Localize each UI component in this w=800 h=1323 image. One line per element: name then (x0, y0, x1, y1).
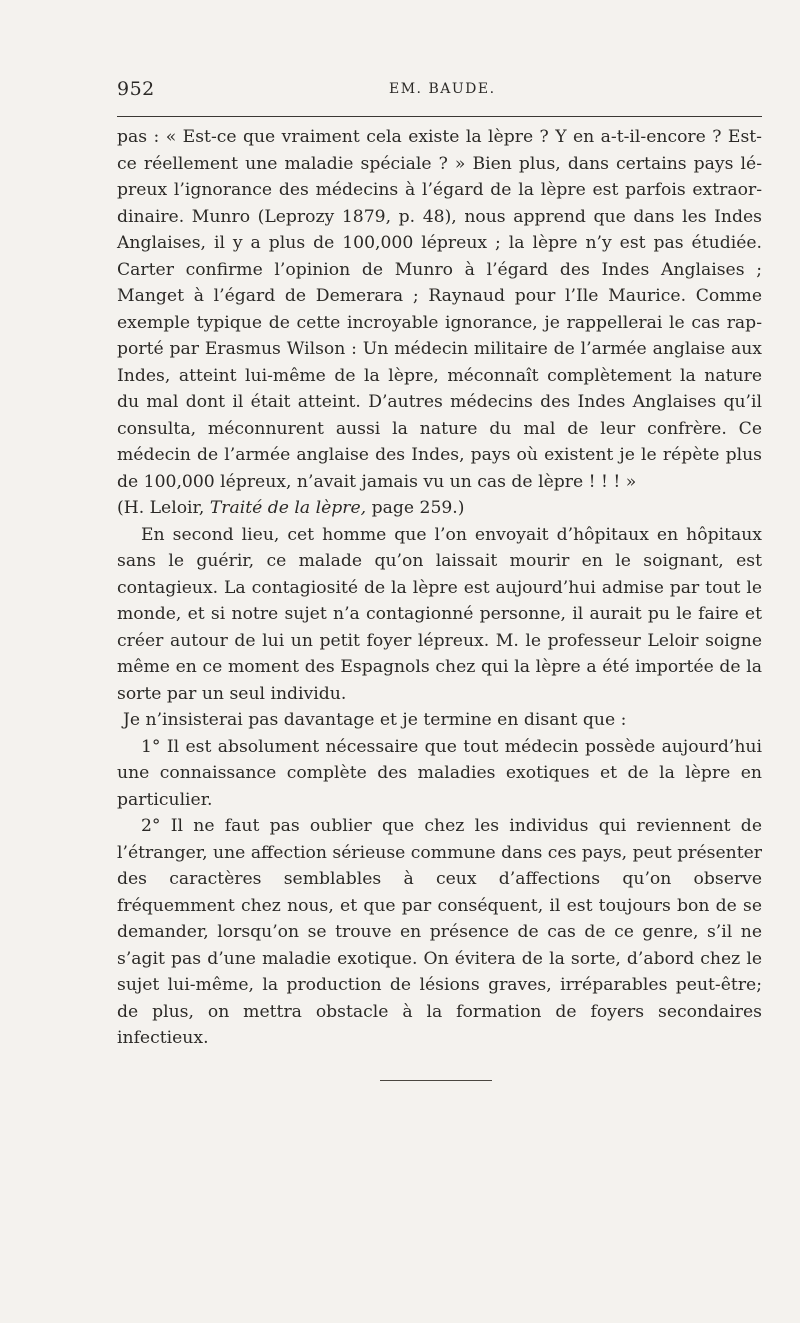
paragraph-contagion: En second lieu, cet homme que l’on envoyait d’hôpitaux en hôpitaux sans le guérir, ce malade qu’on laissait mourir en le soignant, est contagieux. La contagiosité de la lèpre est aujourd’hui admise par tout le monde, et si notre sujet n’a contagionné personne, il aurait pu le faire et créer autour de lui un petit foyer lépreux. M. le professeur Leloir soigne même en ce moment des Espagnols chez qui la lèpre a été importée de la sorte par un seul individu. (117, 524, 762, 704)
footnote-rule (380, 1080, 492, 1081)
page-number: 952 (117, 78, 155, 100)
body-text (117, 124, 762, 1052)
citation-page: page 259.) (366, 498, 465, 518)
running-head: EM. BAUDE. (389, 81, 496, 97)
conclusion-item-2: 2° Il ne faut pas oublier que chez les individus qui reviennent de l’étranger, une affection sérieuse commune dans ces pays, peut présenter des caractères semblables à ceux d’affections qu’on observe fréquemment chez nous, et que par conséquent, il est toujours bon de se demander, lorsqu’on se trouve en présence de cas de ce genre, s’il ne s’agit pas d’une maladie exotique. On évitera de la sorte, d’abord chez le sujet lui-même, la production de lésions graves, irréparables peut-être; de plus, on mettra obstacle à la formation de foyers secondaires infectieux. (117, 816, 762, 1048)
paragraph-quote-continuation: pas : « Est-ce que vraiment cela existe la lèpre ? Y en a-t-il-encore ? Est-ce réellement une maladie spéciale ? » Bien plus, dans certains pays lépreux l’ignorance des médecins à l’égard de la lèpre est parfois extraordinaire. Munro (Leprozy 1879, p. 48), nous apprend que dans les Indes Anglaises, il y a plus de 100,000 lépreux ; la lèpre n’y est pas étudiée. Carter confirme l’opinion de Munro à l’égard des Indes Anglaises ; Manget à l’égard de Demerara ; Raynaud pour l’Ile Maurice. Comme exemple typique de cette incroyable ignorance, je rappellerai le cas rapporté par Erasmus Wilson : Un médecin militaire de l’armée anglaise aux Indes, atteint lui-même de la lèpre, méconnaît complètement la nature du mal dont il était atteint. D’autres médecins des Indes Anglaises qu’il consulta, méconnurent aussi la nature du mal de leur confrère. Ce médecin de l’armée anglaise des Indes, pays où existent je le répète plus de 100,000 lépreux, n’avait jamais vu un cas de lèpre ! ! ! » (117, 127, 762, 492)
citation-author: (H. Leloir, (117, 498, 210, 518)
citation-title: Traité de la lèpre, (209, 498, 367, 518)
paragraph-conclusion-intro: Je n’insisterai pas davantage et je termine en disant que : (123, 710, 627, 730)
header-rule (117, 116, 762, 117)
paragraph-citation (117, 495, 762, 522)
page-header (117, 78, 761, 104)
conclusion-item-1: 1° Il est absolument nécessaire que tout médecin possède aujourd’hui une connaissance complète des maladies exotiques et de la lèpre en particulier. (117, 736, 762, 810)
